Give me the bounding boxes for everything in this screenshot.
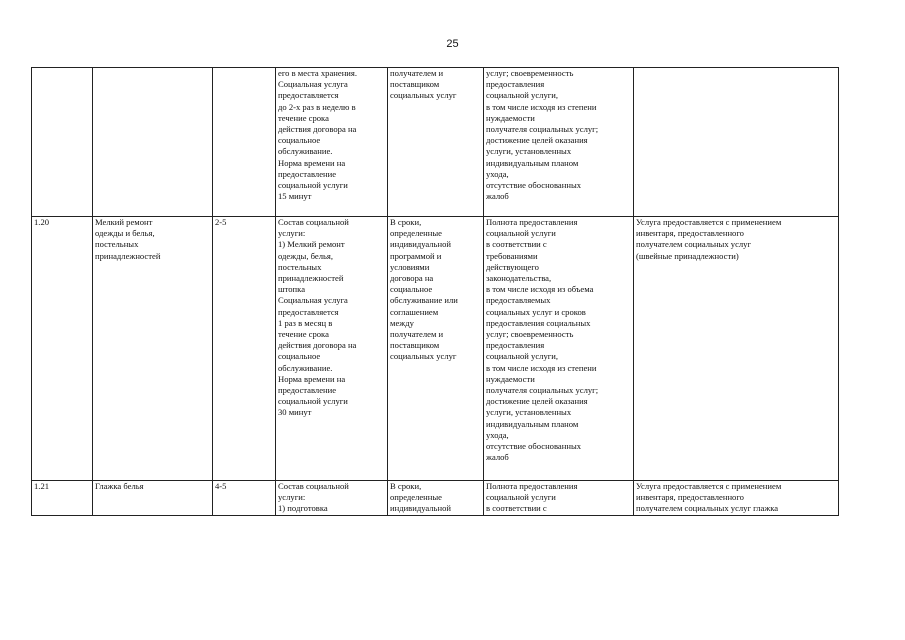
- cell-line: предоставляемых: [486, 295, 551, 306]
- cell-line: услуг; своевременность: [486, 329, 574, 340]
- quality-indicators-cell: [484, 217, 634, 481]
- cell-line: В сроки,: [390, 217, 422, 227]
- cell-line: социальной услуги: [486, 228, 556, 239]
- cell-line: предоставление: [278, 385, 337, 396]
- cell-line: (швейные принадлежности): [636, 250, 739, 261]
- cell-line: штопка: [278, 284, 306, 295]
- table-row: [32, 68, 839, 217]
- cell-line: социальное: [278, 135, 321, 146]
- cell-line: получателем социальных услуг глажка: [636, 503, 779, 514]
- service-content-cell: [276, 68, 388, 217]
- cell-line: получателем и: [390, 68, 444, 78]
- cell-line: достижение целей оказания: [486, 135, 588, 146]
- cell-line: предоставление: [278, 168, 337, 179]
- cell-line: Состав социальной: [278, 217, 349, 227]
- service-content-cell: [276, 481, 388, 516]
- cell-line: обслуживание или: [390, 295, 458, 306]
- cell-line: 30 минут: [278, 407, 312, 418]
- cell-line: ухода,: [486, 168, 509, 179]
- cell-line: одежды, белья,: [278, 250, 333, 261]
- cell-line: индивидуальной: [390, 239, 451, 250]
- cell-line: ухода,: [486, 429, 509, 440]
- cell-line: нуждаемости: [486, 373, 535, 384]
- cell-line: Глажка белья: [95, 481, 144, 491]
- cell-line: получателем и: [390, 329, 444, 340]
- cell-line: предоставляется: [278, 306, 339, 317]
- cell-line: социальной услуги,: [486, 90, 559, 101]
- frequency-cell: 2-5: [213, 217, 276, 481]
- cell-line: постельных: [95, 239, 139, 250]
- cell-line: условиями: [390, 261, 430, 272]
- cell-line: услуги:: [278, 492, 306, 503]
- cell-line: инвентаря, предоставленного: [636, 492, 744, 503]
- cell-line: социальных услуг и сроков: [486, 306, 586, 317]
- table-row: [32, 217, 839, 481]
- cell-line: предоставления: [486, 79, 545, 90]
- cell-line: в том числе исходя из объема: [486, 284, 594, 295]
- cell-line: социальное: [390, 284, 433, 295]
- cell-line: предоставления: [486, 340, 545, 351]
- service-name-cell: [93, 481, 213, 516]
- cell-line: предоставляется: [278, 90, 339, 101]
- cell-line: Услуга предоставляется с применением: [636, 481, 782, 491]
- cell-line: жалоб: [486, 191, 509, 202]
- frequency-cell: 4-5: [213, 481, 276, 516]
- cell-line: поставщиком: [390, 340, 440, 351]
- service-terms-cell: [388, 68, 484, 217]
- cell-line: в соответствии с: [486, 503, 547, 514]
- cell-line: индивидуальным планом: [486, 157, 579, 168]
- cell-line: социальных услуг: [390, 351, 457, 362]
- cell-line: нуждаемости: [486, 112, 535, 123]
- cell-line: соглашением: [390, 306, 439, 317]
- cell-line: определенные: [390, 228, 442, 239]
- service-terms-cell: [388, 217, 484, 481]
- cell-line: услуги:: [278, 228, 306, 239]
- cell-line: его в места хранения.: [278, 68, 358, 78]
- cell-line: социальной услуги: [486, 492, 556, 503]
- cell-line: обслуживание.: [278, 146, 333, 157]
- cell-line: между: [390, 317, 414, 328]
- cell-line: 15 минут: [278, 191, 312, 202]
- service-terms-cell: [388, 481, 484, 516]
- cell-line: услуги, установленных: [486, 146, 572, 157]
- cell-line: законодательства,: [486, 273, 552, 284]
- service-name-cell: [93, 217, 213, 481]
- frequency-cell: [213, 68, 276, 217]
- cell-line: инвентаря, предоставленного: [636, 228, 744, 239]
- cell-line: индивидуальным планом: [486, 418, 579, 429]
- cell-line: социальных услуг: [390, 90, 457, 101]
- cell-line: Социальная услуга: [278, 79, 348, 90]
- service-content-cell: [276, 217, 388, 481]
- cell-line: Норма времени на: [278, 157, 346, 168]
- cell-line: определенные: [390, 492, 442, 503]
- service-number-cell: [32, 68, 93, 217]
- cell-line: Норма времени на: [278, 373, 346, 384]
- cell-line: получателя социальных услуг;: [486, 124, 599, 135]
- cell-line: жалоб: [486, 452, 509, 463]
- conditions-cell: [634, 481, 839, 516]
- conditions-cell: [634, 68, 839, 217]
- cell-line: Состав социальной: [278, 481, 349, 491]
- cell-line: в соответствии с: [486, 239, 547, 250]
- cell-line: В сроки,: [390, 481, 422, 491]
- cell-line: принадлежностей: [278, 273, 344, 284]
- cell-line: обслуживание.: [278, 362, 333, 373]
- conditions-cell: [634, 217, 839, 481]
- cell-line: индивидуальной: [390, 503, 451, 514]
- cell-line: течение срока: [278, 329, 329, 340]
- quality-indicators-cell: [484, 68, 634, 217]
- quality-indicators-cell: [484, 481, 634, 516]
- service-number-cell: 1.20: [32, 217, 93, 481]
- cell-line: Социальная услуга: [278, 295, 348, 306]
- cell-line: отсутствие обоснованных: [486, 441, 582, 452]
- cell-line: требованиями: [486, 250, 538, 261]
- cell-line: в том числе исходя из степени: [486, 362, 597, 373]
- cell-line: договора на: [390, 273, 434, 284]
- table-row: [32, 481, 839, 516]
- cell-line: поставщиком: [390, 79, 440, 90]
- cell-line: 1) Мелкий ремонт: [278, 239, 345, 250]
- cell-line: услуги, установленных: [486, 407, 572, 418]
- cell-line: принадлежностей: [95, 250, 161, 261]
- cell-line: Полнота предоставления: [486, 481, 578, 491]
- cell-line: 1) подготовка: [278, 503, 328, 514]
- services-table: [31, 67, 839, 516]
- page-number: 25: [446, 38, 459, 50]
- cell-line: предоставления социальных: [486, 317, 591, 328]
- cell-line: 1 раз в месяц в: [278, 317, 333, 328]
- cell-line: получателя социальных услуг;: [486, 385, 599, 396]
- cell-line: действия договора на: [278, 340, 357, 351]
- cell-line: Мелкий ремонт: [95, 217, 153, 227]
- cell-line: действия договора на: [278, 124, 357, 135]
- cell-line: одежды и белья,: [95, 228, 155, 239]
- service-number-cell: 1.21: [32, 481, 93, 516]
- cell-line: программой и: [390, 250, 442, 261]
- cell-line: социальной услуги: [278, 396, 348, 407]
- cell-line: получателем социальных услуг: [636, 239, 751, 250]
- cell-line: до 2-х раз в неделю в: [278, 101, 356, 112]
- cell-line: Полнота предоставления: [486, 217, 578, 227]
- cell-line: отсутствие обоснованных: [486, 180, 582, 191]
- cell-line: в том числе исходя из степени: [486, 101, 597, 112]
- cell-line: социальной услуги: [278, 180, 348, 191]
- cell-line: постельных: [278, 261, 322, 272]
- cell-line: социальное: [278, 351, 321, 362]
- cell-line: течение срока: [278, 112, 329, 123]
- service-name-cell: [93, 68, 213, 217]
- cell-line: действующего: [486, 261, 539, 272]
- cell-line: Услуга предоставляется с применением: [636, 217, 782, 227]
- cell-line: услуг; своевременность: [486, 68, 574, 78]
- cell-line: социальной услуги,: [486, 351, 559, 362]
- cell-line: достижение целей оказания: [486, 396, 588, 407]
